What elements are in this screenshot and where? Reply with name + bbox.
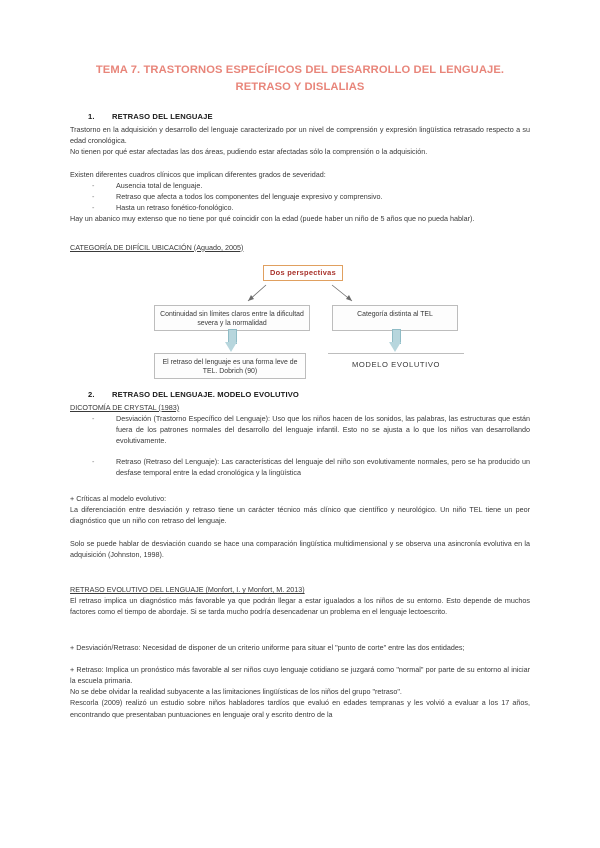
diagram-box-left-bottom: El retraso del lenguaje es una forma leve de TEL. Dobrich (90) xyxy=(154,353,306,379)
list-item: - Desviación (Trastorno Específico del Lenguaje): Uso que los niños hacen de los sonidos, las palabras, las estructuras que están fuera de los patrones normales del desarrollo del lenguaje infantil. Esto no se ajusta a lo que los niños van desarrollando evolutivamente. xyxy=(92,413,530,447)
desviacion-retraso-item: + Desviación/Retraso: Necesidad de disponer de un criterio uniforme para situar el "punto de corte" entre las dos entidades; xyxy=(70,642,465,652)
section-2-heading-text: RETRASO DEL LENGUAJE. MODELO EVOLUTIVO xyxy=(112,389,299,399)
section-1-heading-text: RETRASO DEL LENGUAJE xyxy=(112,112,213,121)
arrow-head xyxy=(225,342,237,352)
rescorla-paragraph: Rescorla (2009) realizó un estudio sobre niños habladores tardíos que evaluó en edades tempranas y les volvió a evaluar a los 17 años, encontrando que presentaban puntuaciones en lenguaje oral y escrito dentro de la xyxy=(70,698,530,719)
document-title-line-2: RETRASO Y DISLALIAS xyxy=(235,81,365,93)
diagram-box-right-bottom: MODELO EVOLUTIVO xyxy=(328,353,464,375)
list-item: - Retraso (Retraso del Lenguaje): Las características del lenguaje del niño son evolutivamente normales, pero se ha producido un desfase temporal entre la edad cronológica y la lingüística xyxy=(92,456,530,478)
perspectives-diagram xyxy=(70,259,530,379)
criticas-label: + Críticas al modelo evolutivo: xyxy=(70,494,167,504)
section-1-heading xyxy=(70,112,530,121)
list-item: - Hasta un retraso fonético-fonológico. xyxy=(92,202,530,213)
dicotomia-heading: DICOTOMÍA DE CRYSTAL (1983) xyxy=(70,402,180,412)
arrow-head xyxy=(389,342,401,352)
document-title-line-1: TEMA 7. TRASTORNOS ESPECÍFICOS DEL DESARROLLO DEL LENGUAJE. xyxy=(95,64,505,76)
diagram-box-right-top: Categoría distinta al TEL xyxy=(332,305,458,331)
retraso-evolutivo-body: El retraso implica un diagnóstico más favorable ya que podrán llegar a estar igualados a los niños de su entorno. Esto depende de muchos factores como el tiempo de abordaje. Si se tarda mucho podría desencadenar un problema en el lenguaje lectoescrito. xyxy=(70,596,530,617)
section-2-heading xyxy=(70,390,530,399)
severity-list xyxy=(70,180,530,214)
section-1-paragraph-3: Existen diferentes cuadros clínicos que implican diferentes grados de severidad: xyxy=(70,169,326,179)
diagram-box-left-top: Continuidad sin límites claros entre la dificultad severa y la normalidad xyxy=(154,305,310,331)
down-arrow-icon-right xyxy=(389,329,402,353)
section-1-paragraph-2: No tienen por qué estar afectadas las dos áreas, pudiendo estar afectadas sólo la comprensión o la adquisición. xyxy=(70,147,428,157)
section-1-paragraph-1: Trastorno en la adquisición y desarrollo del lenguaje caracterizado por un nivel de comprensión y expresión lingüística retrasado respecto a su edad cronológica. xyxy=(70,125,530,146)
list-item: - Retraso que afecta a todos los componentes del lenguaje expresivo y comprensivo. xyxy=(92,191,530,202)
document-title xyxy=(70,62,530,96)
crystal-dichotomy-list xyxy=(70,413,530,478)
solo-desviacion-body: Solo se puede hablar de desviación cuando se hace una comparación lingüística multidimensional y se observa una asincronía evolutiva en la adquisición (Johnston, 1998). xyxy=(70,538,530,559)
retraso-evolutivo-heading: RETRASO EVOLUTIVO DEL LENGUAJE (Monfort, I. y Monfort, M. 2013) xyxy=(70,585,305,595)
section-1-paragraph-4: Hay un abanico muy extenso que no tiene por qué coincidir con la edad (puede haber un niño de 5 años que no pueda hablar). xyxy=(70,214,475,224)
down-arrow-icon-left xyxy=(225,329,238,353)
section-1-number: 1. xyxy=(88,112,95,121)
section-2-number: 2. xyxy=(88,389,95,399)
retraso-item: + Retraso: Implica un pronóstico más favorable al ser niños cuyo lenguaje cotidiano se juzgará como "normal" por parte de su entorno al iniciar la escuela primaria. xyxy=(70,664,530,686)
no-olvidar-line: No se debe olvidar la realidad subyacente a las limitaciones lingüísticas de los niños del grupo "retraso". xyxy=(70,687,402,697)
categoria-heading: CATEGORÍA DE DIFÍCIL UBICACIÓN (Aguado, 2005) xyxy=(70,242,244,252)
diagram-top-label: Dos perspectivas xyxy=(263,265,343,281)
list-item: - Ausencia total de lenguaje. xyxy=(92,180,530,191)
criticas-body: La diferenciación entre desviación y retraso tiene un carácter técnico más clínico que científico y neurológico. Un niño TEL tiene un peor diagnóstico que un niño con retraso del lenguaje. xyxy=(70,505,530,526)
